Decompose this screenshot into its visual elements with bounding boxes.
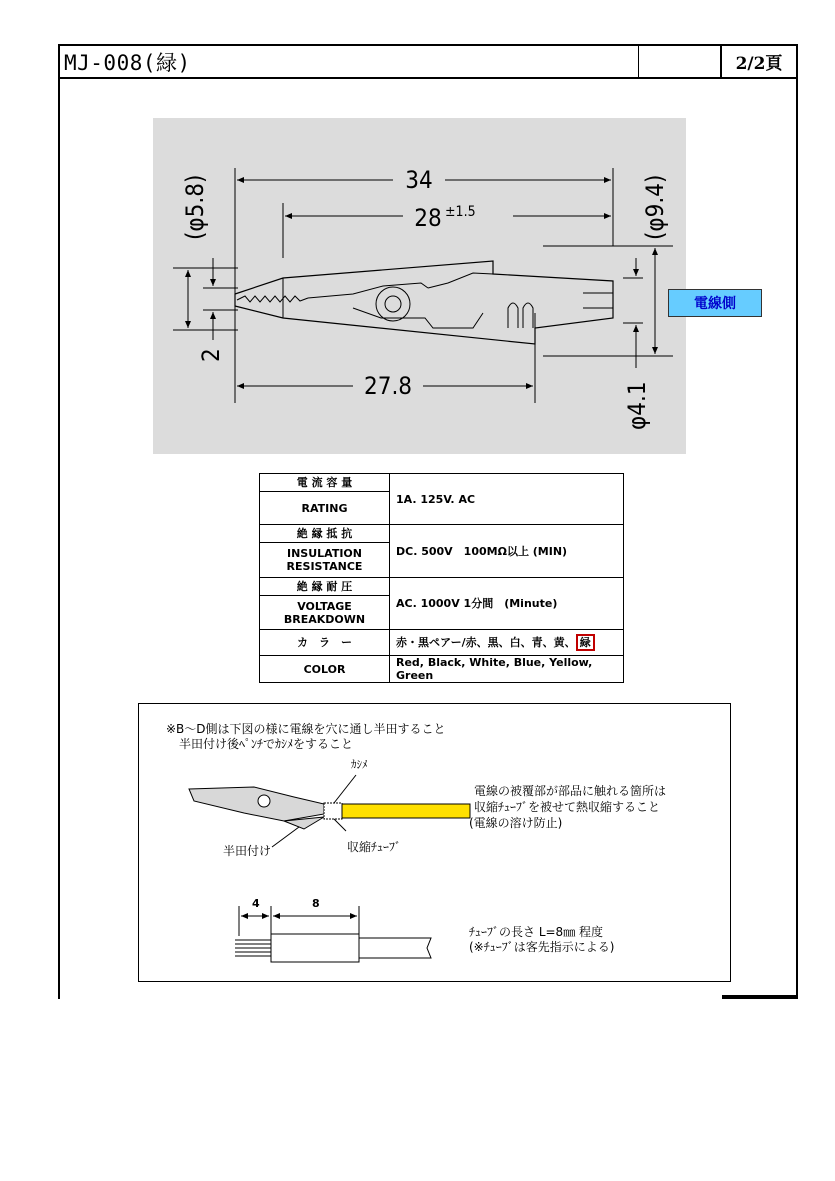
dim-28-tolerance: ±1.5 — [445, 204, 476, 220]
note-right-line-1: 電線の被覆部が部品に触れる箇所は — [474, 784, 667, 798]
dim-27-8-label: 27.8 — [363, 372, 413, 400]
alligator-clip-diagram — [153, 118, 686, 454]
color-en-label: COLOR — [260, 656, 390, 683]
rating-jp-label: 電 流 容 量 — [260, 474, 390, 492]
voltage-value: AC. 1000V 1分間 (Minute) — [390, 578, 624, 630]
insulation-en-label — [260, 543, 390, 578]
insulation-jp-label: 絶 縁 抵 抗 — [260, 525, 390, 543]
dim-2-label: 2 — [197, 348, 225, 362]
note-line-2: 半田付け後ﾍﾟﾝﾁでｶｼﾒをすること — [179, 737, 354, 751]
wire-side-label: 電線側 — [668, 289, 762, 317]
tube-length-line-1: ﾁｭｰﾌﾞの長さ L=8㎜ 程度 — [469, 925, 604, 939]
clip-dimension-drawing — [153, 118, 686, 454]
note-right-line-3: (電線の溶け防止) — [469, 816, 563, 830]
label-solder: 半田付け — [223, 844, 272, 858]
voltage-en-line2: BREAKDOWN — [283, 612, 366, 626]
frame-header-bottom — [58, 77, 798, 79]
dim-phi-4-1-label: φ4.1 — [623, 381, 651, 430]
rating-value: 1A. 125V. AC — [390, 474, 624, 525]
voltage-jp-label: 絶 縁 耐 圧 — [260, 578, 390, 596]
color-jp-list: 赤・黒ペアー/赤、黒、白、青、黄、 — [396, 636, 576, 649]
voltage-en-line1: VOLTAGE — [297, 599, 352, 613]
dim-phi-9-4-label: (φ9.4) — [641, 174, 669, 240]
dim-34-label: 34 — [405, 166, 433, 194]
color-green-highlight: 緑 — [576, 634, 595, 651]
insulation-value: DC. 500V 100MΩ以上 (MIN) — [390, 525, 624, 578]
color-jp-label: カ ラ ー — [260, 630, 390, 656]
tube-dimension-illustration — [231, 896, 441, 971]
rating-en-label: RATING — [260, 492, 390, 525]
document-title: MJ-008(緑) — [64, 50, 191, 75]
insulation-en-line1: INSULATION — [287, 547, 362, 560]
frame-right-border — [796, 44, 798, 999]
color-jp-value — [390, 630, 624, 656]
insulation-en-line2: RESISTANCE — [286, 560, 363, 573]
note-right-line-2: 収縮ﾁｭｰﾌﾞを被せて熱収縮すること — [474, 800, 661, 814]
note-line-1: ※B～D側は下図の様に電線を穴に通し半田すること — [166, 722, 446, 736]
label-shrink-tube: 収縮ﾁｭｰﾌﾞ — [347, 840, 402, 854]
wire-insulation — [342, 804, 470, 818]
frame-header-divider-1 — [638, 44, 639, 78]
tube-length-line-2: (※ﾁｭｰﾌﾞは客先指示による) — [469, 940, 615, 954]
frame-left-border — [58, 44, 60, 999]
dim-4-label: 4 — [252, 897, 260, 910]
page-number: 2/2頁 — [735, 54, 783, 74]
soldering-illustration — [184, 759, 484, 879]
voltage-en-label — [260, 596, 390, 630]
dim-28-label: 28 — [414, 204, 442, 232]
dim-phi-5-8-label: (φ5.8) — [181, 174, 209, 240]
dim-8-label: 8 — [312, 897, 320, 910]
spec-table — [259, 473, 624, 683]
assembly-note-box — [138, 703, 731, 982]
frame-bottom-right-mark — [722, 995, 798, 999]
label-kashime: ｶｼﾒ — [351, 758, 368, 771]
color-en-value: Red, Black, White, Blue, Yellow, Green — [390, 656, 624, 683]
